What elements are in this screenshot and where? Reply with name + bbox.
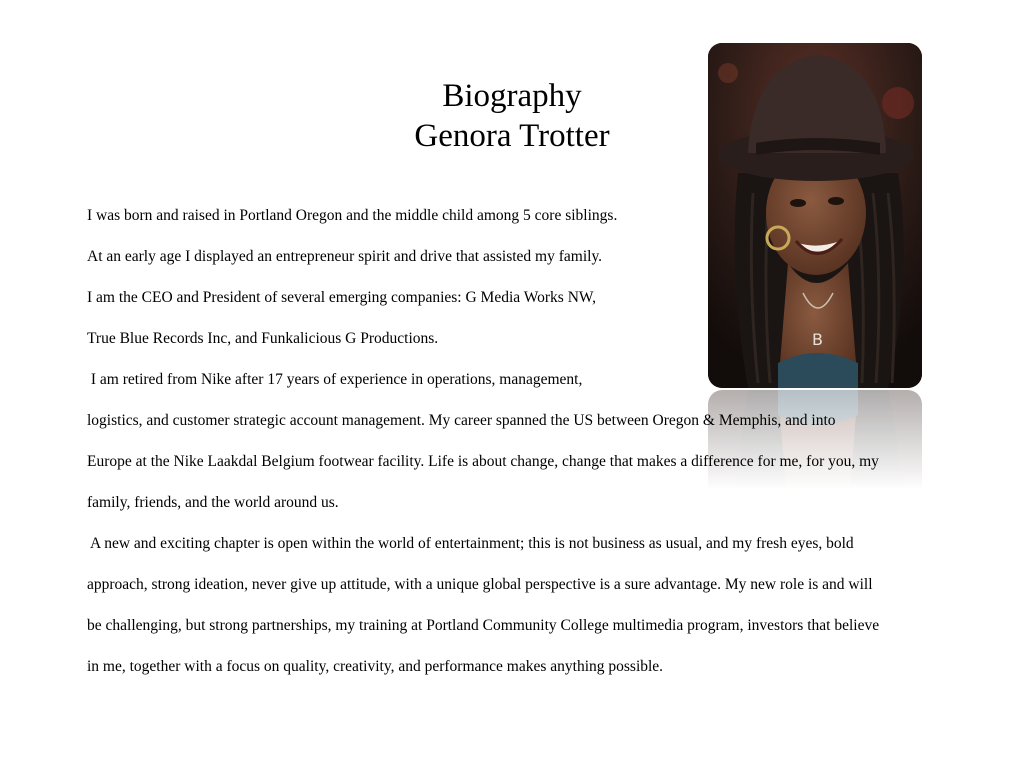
bio-line: At an early age I displayed an entrepreneur spirit and drive that assisted my family. bbox=[87, 248, 603, 265]
bio-line: I am retired from Nike after 17 years of experience in operations, management, bbox=[87, 371, 583, 388]
bio-line: Europe at the Nike Laakdal Belgium footwear facility. Life is about change, change that makes a difference for me, for you, my bbox=[87, 453, 879, 470]
bio-line: True Blue Records Inc, and Funkalicious G Productions. bbox=[87, 330, 439, 347]
pendant-letter: B bbox=[812, 330, 823, 349]
photo-reflection bbox=[708, 390, 922, 490]
bio-line: I am the CEO and President of several emerging companies: G Media Works NW, bbox=[87, 289, 596, 306]
bio-line: I was born and raised in Portland Oregon and the middle child among 5 core siblings. bbox=[87, 207, 618, 224]
portrait-photo bbox=[708, 43, 922, 388]
page-title: Biography bbox=[442, 78, 582, 114]
bio-line: in me, together with a focus on quality, creativity, and performance makes anything possible. bbox=[87, 658, 664, 675]
bio-line: logistics, and customer strategic account management. My career spanned the US between Oregon & Memphis, and into bbox=[87, 412, 836, 429]
bio-line: approach, strong ideation, never give up attitude, with a unique global perspective is a sure advantage. My new role is and will bbox=[87, 576, 873, 593]
person-name: Genora Trotter bbox=[414, 118, 610, 154]
bio-line: be challenging, but strong partnerships, my training at Portland Community College multimedia program, investors that believe bbox=[87, 617, 880, 634]
bio-line: A new and exciting chapter is open within the world of entertainment; this is not business as usual, and my fresh eyes, bold bbox=[87, 535, 854, 552]
bio-line: family, friends, and the world around us. bbox=[87, 494, 339, 511]
